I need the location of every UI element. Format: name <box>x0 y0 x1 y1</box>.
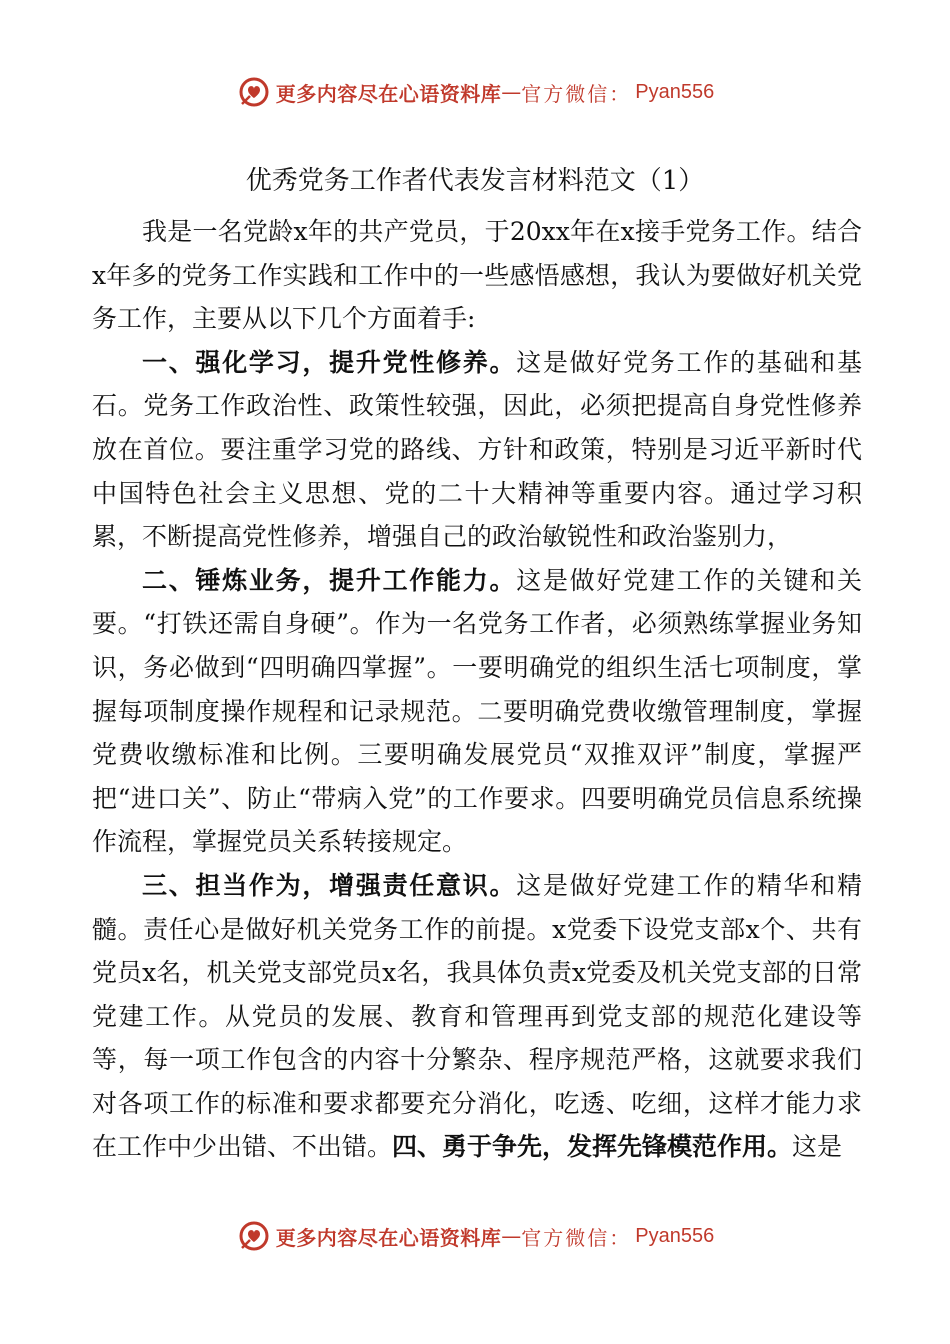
section-4-heading: 四、勇于争先，发挥先锋模范作用。 <box>392 1132 793 1162</box>
heart-logo-icon <box>236 1218 272 1254</box>
banner-main-text: 更多内容尽在心语资料库 <box>275 81 502 106</box>
banner-main-text: 更多内容尽在心语资料库 <box>275 1225 502 1250</box>
heart-logo-icon <box>236 74 272 110</box>
document-title: 优秀党务工作者代表发言材料范文（1） <box>245 166 705 196</box>
section-3-text: 这是做好党建工作的精华和精髓。责任心是做好机关党务工作的前提。x党委下设党支部x个、共有党员x名，机关党支部党员x名，我具体负责x党委及机关党支部的日常党建工作。从党员的发展、教育和管理再到党支部的规范化建设等等，每一项工作包含的内容十分繁杂、程序规范严格，这就要求我们对各项工作的标准和要求都要充分消化，吃透、吃细，这样才能力求在工作中少出错、不出错。 <box>92 870 862 1162</box>
banner-wechat-label: 官方微信： <box>521 81 632 106</box>
intro-paragraph: 我是一名党龄x年的共产党员，于20xx年在x接手党务工作。结合x年多的党务工作实践和工作中的一些感悟感想，我认为要做好机关党务工作，主要从以下几个方面着手: <box>92 217 862 334</box>
banner-separator: — <box>501 80 522 104</box>
section-4-text: 这是 <box>792 1132 843 1162</box>
banner-wechat-id: Pyan556 <box>635 1224 715 1247</box>
document-body <box>92 210 862 1169</box>
banner-wechat-id: Pyan556 <box>635 80 715 103</box>
section-1-text: 这是做好党务工作的基础和基石。党务工作政治性、政策性较强，因此，必须把提高自身党性修养放在首位。要注重学习党的路线、方针和政策，特别是习近平新时代中国特色社会主义思想、党的二十大精神等重要内容。通过学习积累，不断提高党性修养，增强自己的政治敏锐性和政治鉴别力， <box>92 347 862 552</box>
section-2-text: 这是做好党建工作的关键和关要。“打铁还需自身硬”。作为一名党务工作者，必须熟练掌握业务知识，务必做到“四明确四掌握”。一要明确党的组织生活七项制度，掌握每项制度操作规程和记录规范。二要明确党费收缴管理制度，掌握党费收缴标准和比例。三要明确发展党员“双推双评”制度，掌握严把“进口关”、防止“带病入党”的工作要求。四要明确党员信息系统操作流程，掌握党员关系转接规定。 <box>92 565 862 857</box>
banner-separator: — <box>501 1224 522 1248</box>
section-2-heading: 二、锤炼业务，提升工作能力。 <box>142 565 517 595</box>
header-watermark-banner <box>0 72 950 112</box>
section-3-heading: 三、担当作为，增强责任意识。 <box>142 870 517 900</box>
section-1-heading: 一、强化学习，提升党性修养。 <box>142 347 517 377</box>
footer-watermark-banner <box>0 1216 950 1256</box>
section-1-paragraph <box>92 341 862 559</box>
section-3-paragraph <box>92 864 862 1169</box>
section-2-paragraph <box>92 559 862 864</box>
banner-wechat-label: 官方微信： <box>521 1225 632 1250</box>
